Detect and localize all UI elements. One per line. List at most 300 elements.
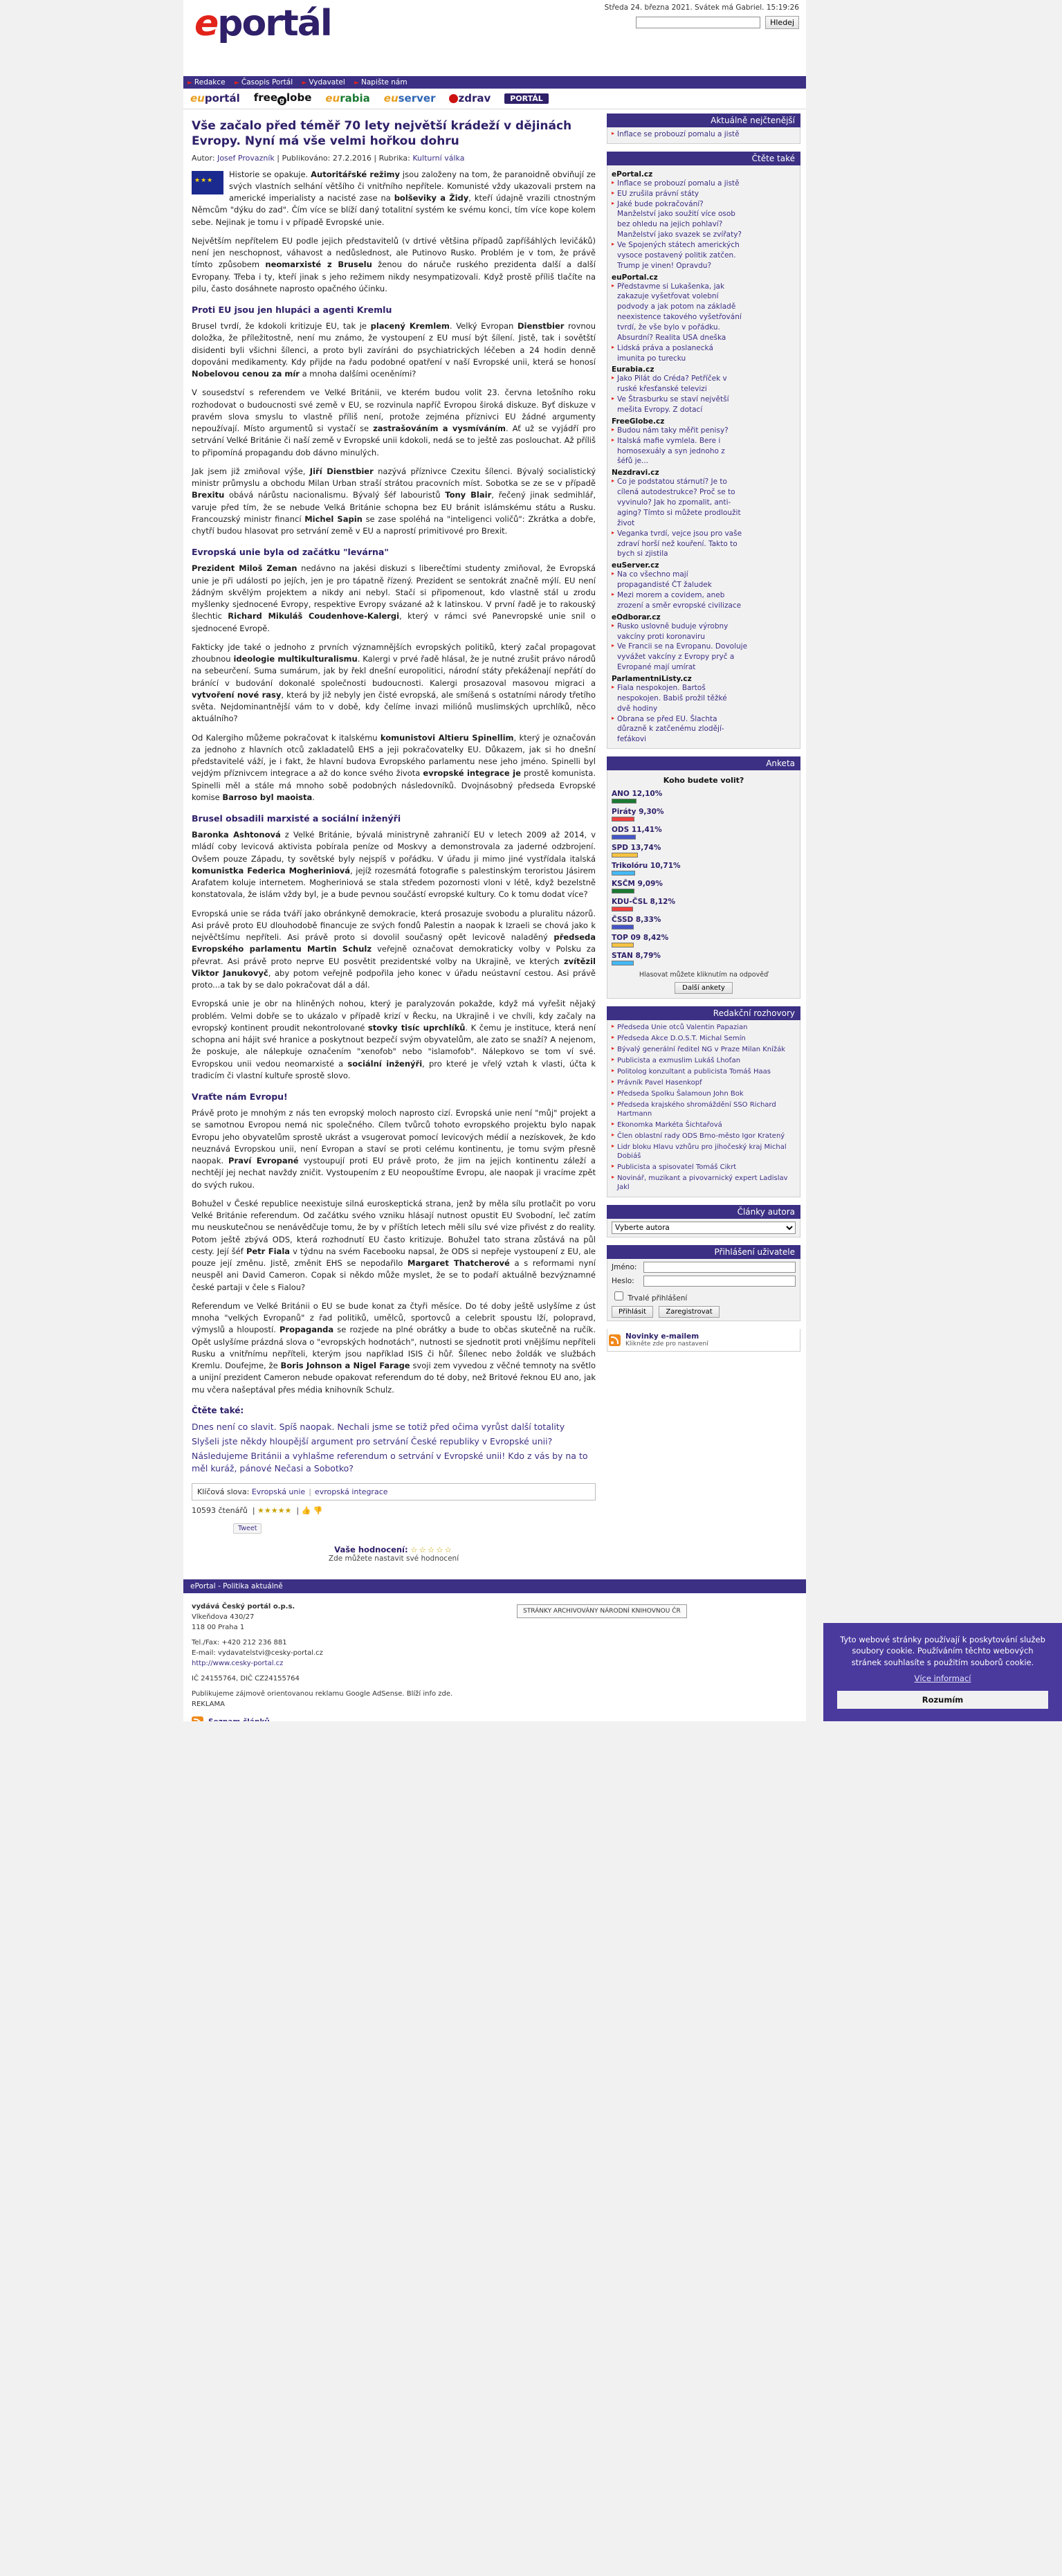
- interview-link[interactable]: Předseda Akce D.O.S.T. Michal Semín: [617, 1035, 746, 1043]
- list-item[interactable]: [612, 1174, 796, 1192]
- read-also-link[interactable]: Následujeme Británii a vyhlašme referendum o setrvání v Evropské unii! Kdo z vás by na to měl kuráž, pánové Nečasi a Sobotko?: [192, 1451, 588, 1474]
- list-item[interactable]: [612, 725, 796, 734]
- list-item[interactable]: [612, 570, 796, 580]
- list-item[interactable]: [612, 406, 796, 415]
- logo-e: e: [194, 3, 218, 44]
- read-also-group-list: [612, 426, 796, 466]
- poll-question: Koho budete volit?: [663, 776, 744, 786]
- poll-option[interactable]: [612, 916, 796, 929]
- list-item[interactable]: [612, 251, 796, 261]
- read-also-list: [192, 1421, 596, 1476]
- read-also-link[interactable]: Evropané mají umírat: [617, 663, 696, 672]
- login-button[interactable]: Přihlásit: [612, 1306, 653, 1318]
- read-also-link[interactable]: dvě hodiny: [617, 704, 658, 713]
- list-item[interactable]: [612, 488, 796, 498]
- login-buttons: [612, 1306, 796, 1318]
- list-item[interactable]: [612, 653, 796, 662]
- read-also-link[interactable]: Dnes není co slavit. Spíš naopak. Nechali jsme se totiž před očima vyrůst další totality: [192, 1421, 565, 1432]
- nav-arrow-icon: ►: [302, 80, 307, 87]
- trending-title: Aktuálně nejčtenější: [607, 114, 800, 127]
- site-header: [183, 0, 806, 76]
- nav-arrow-icon: ►: [354, 80, 359, 87]
- interview-link[interactable]: Právník Pavel Hasenkopf: [617, 1079, 702, 1087]
- read-also-link[interactable]: podvody a jak potom na základě: [617, 302, 736, 311]
- list-item[interactable]: [612, 323, 796, 333]
- rating-widget[interactable]: [192, 1545, 596, 1563]
- read-also-link[interactable]: Budou nám taky měřit penisy?: [617, 426, 729, 435]
- section-heading-2: Evropská unie byla od začátku "levárna": [192, 547, 389, 558]
- list-item[interactable]: [612, 1023, 796, 1032]
- remember-row[interactable]: [612, 1289, 796, 1303]
- nav-link-napiste[interactable]: Napište nám: [361, 78, 408, 87]
- read-also-link[interactable]: život: [617, 518, 635, 527]
- interview-link[interactable]: Publicista a exmuslim Lukáš Lhoťan: [617, 1057, 741, 1065]
- paragraph: Prezident Miloš Zeman nedávno na jakési diskuzi s liberečtími studenty zmiňoval, že Evropská unie je při události po jejích, jen je pro tápatně řízený. Prezident se sentokrát značně mýlí. EU není žádným skvělým projektem a nikdy ani nebyl. Stačí si připomenout, kdo vlastně stál u zrodu myšlenky sjednocené Evropy, respektive Evropy svázané až k latinskou. V první řadě je to rakouský šlechtic Richard Mikuláš Coudenhove-Kalergi, který v rámci své Panevropské unie snil o sjednocené Evropě.: [192, 563, 596, 633]
- page-title: Vše začalo před téměř 70 lety největší krádeží v dějinách Evropy. Nyní má vše velmi hořkou dohru: [192, 119, 572, 148]
- list-item[interactable]: [612, 447, 796, 457]
- poll-option-bar: [612, 871, 635, 876]
- footer-bar: ePortal - Politika aktuálně: [183, 1579, 806, 1593]
- read-also-link[interactable]: tvrdí, že vše bylo v pořádku.: [617, 323, 720, 332]
- keywords-box: [192, 1483, 596, 1500]
- poll-option-label[interactable]: SPD 13,74%: [612, 844, 661, 853]
- list-item[interactable]: [612, 591, 796, 601]
- list-item[interactable]: [612, 1089, 796, 1098]
- paragraph: Brusel tvrdí, že kdokoli kritizuje EU, tak je placený Kremlem. Velký Evropan Dienstbier rovnou doložka, že příležitostně, není mu známo, že vystoupení z EU musí být šílení. Jistě, tak i sovětští disidenti byli všichni šílenci, a proto byli zavíráni do psychiatrických léčeben a 24 hodin denně dopováni medikamenty. Kdy přijde na řadu podobné opatření v naší Evropské unii, která se honosí Nobelovou cenou za mír a mnoha dalšími oceněními?: [192, 321, 596, 379]
- list-item[interactable]: [612, 344, 796, 354]
- list-item[interactable]: [612, 220, 796, 230]
- list-item[interactable]: [612, 1143, 796, 1161]
- nav-item-redakce[interactable]: [187, 78, 232, 87]
- byline-author-link[interactable]: Josef Provazník: [217, 153, 275, 163]
- list-item[interactable]: [612, 1034, 796, 1043]
- list-item[interactable]: [612, 457, 796, 466]
- newsletter-title: Novinky e-mailem: [625, 1332, 699, 1341]
- poll-option[interactable]: [612, 808, 796, 822]
- paragraph: Jak jsem již zmiňoval výše, Jiří Dienstbier nazývá příznivce Czexitu šílenci. Bývalý socialistický ministr průmyslu a obchodu Milan Urban straší strátou pracovních míst. Sobotka se ze se v případě Brexitu obává nárůstu nacionalismu. Bývalý šéf labouristů Tony Blair, řečený jinak sedmihlář, varuje před tím, že se nebude Velká Británie schopna bez EU bránit islámskému státu a Rusku. Francouzský ministr financí Michel Sapin se zase spoléhá na "inteligenci voličů": Zkrátka a dobře, chytří budou hlasovat pro setrvání země v EU a naprostí primitivové pro Brexit.: [192, 466, 596, 536]
- poll-body: [607, 770, 800, 999]
- list-item[interactable]: [612, 334, 796, 343]
- list-item[interactable]: [612, 478, 796, 487]
- publisher-street: Vlkeňdova 430/27: [192, 1613, 255, 1622]
- list-item[interactable]: [612, 1045, 796, 1054]
- read-also-link[interactable]: Lidská práva a poslanecká: [617, 343, 713, 352]
- more-polls-button[interactable]: Další ankety: [675, 982, 733, 994]
- list-item[interactable]: [612, 395, 796, 405]
- interview-link[interactable]: Novinář, muzikant a pivovarnický expert Ladislav Jakl: [617, 1174, 788, 1192]
- cookie-banner: [823, 1623, 1062, 1722]
- read-also-group-title: eOdborar.cz: [612, 613, 661, 622]
- search-input[interactable]: [636, 17, 760, 28]
- sidebar-read-also-box: [607, 152, 800, 749]
- spacer: [192, 1633, 517, 1638]
- read-also-link[interactable]: Manželství jako soužití více osob: [617, 210, 735, 219]
- poll-option-bar: [612, 925, 634, 929]
- nav-link-vydavatel[interactable]: Vydavatel: [309, 78, 345, 87]
- read-also-link[interactable]: vyvážet vakcíny z Evropy pryč a: [617, 653, 735, 662]
- rss-icon: [609, 1334, 621, 1346]
- sidebar-read-also-title: Čtěte také: [607, 152, 800, 165]
- keyword-tag[interactable]: evropská integrace: [314, 1487, 388, 1497]
- list-item[interactable]: [612, 426, 796, 436]
- poll-option-label[interactable]: ČSSD 8,33%: [612, 916, 661, 925]
- list-item[interactable]: [612, 374, 796, 384]
- poll-option-label[interactable]: Piráty 9,30%: [612, 808, 664, 817]
- read-also-link[interactable]: Ve Štrasburku se staví největší: [617, 395, 729, 404]
- list-item[interactable]: [612, 437, 796, 446]
- poll-option-label[interactable]: TOP 09 8,42%: [612, 934, 669, 943]
- interview-link[interactable]: Předseda Spolku Šalamoun John Bok: [617, 1090, 744, 1098]
- interview-link[interactable]: Ekonomka Markéta Šichtařová: [617, 1121, 722, 1130]
- list-item[interactable]: [612, 292, 796, 302]
- newsletter-text: [625, 1332, 708, 1348]
- list-item[interactable]: [612, 705, 796, 714]
- list-item[interactable]: [612, 622, 796, 632]
- poll-option[interactable]: [612, 898, 796, 911]
- read-also-link[interactable]: bych si zjistila: [617, 550, 668, 559]
- list-item[interactable]: [612, 354, 796, 364]
- section-heading-4: Vraťte nám Evropu!: [192, 1091, 288, 1102]
- read-also-link[interactable]: zrození a směr evropské civilizace: [617, 601, 742, 610]
- interview-link[interactable]: Předseda krajského shromáždění SSO Richard Hartmann: [617, 1101, 776, 1118]
- nezdrav-logo[interactable]: zdrav: [449, 93, 491, 104]
- list-item[interactable]: [612, 519, 796, 529]
- interviews-list: [612, 1023, 796, 1192]
- read-also-group-title: ParlamentniListy.cz: [612, 674, 692, 683]
- login-body: [607, 1259, 800, 1321]
- footer-web-link[interactable]: http://www.cesky-portal.cz: [192, 1660, 284, 1668]
- byline-section-link[interactable]: Kulturní válka: [412, 153, 465, 163]
- poll-option-label[interactable]: KDU-ČSL 8,12%: [612, 898, 675, 907]
- read-also-link[interactable]: zdraví horší než kouření. Takto to: [617, 539, 738, 548]
- section-heading-1: Proti EU jsou jen hlupáci a agenti Kremlu: [192, 305, 392, 315]
- logo-portal: portál: [217, 3, 331, 44]
- read-also-link[interactable]: vyvinulo? Jak ho zpomalit, anti-: [617, 498, 731, 507]
- newsletter-box: [607, 1329, 800, 1352]
- reader-count: 10593 čtenářů: [192, 1506, 248, 1516]
- section-heading-3: Brusel obsadili marxisté a sociální inženýři: [192, 813, 401, 824]
- read-also-link[interactable]: imunita po turecku: [617, 354, 686, 363]
- list-item[interactable]: [612, 282, 796, 292]
- freeglobe-logo[interactable]: free g lobe: [253, 91, 312, 105]
- list-item[interactable]: [612, 179, 796, 189]
- login-title: Přihlášení uživatele: [607, 1245, 800, 1259]
- rating-sub: Zde můžete nastavit své hodnocení: [328, 1554, 459, 1563]
- euserver-logo[interactable]: euserver: [383, 92, 436, 105]
- paragraph: Bohužel v České republice neexistuje silná euroskeptická strana, jenž by měla sílu protlačit po voru Velké Británie referendum. Od začátku svého vzniku hlásají nutnost opustit EU Svobodní, leč zatím mu neuskutečnou se nenávědčuje tomu, že by v příštích letech měli sílu své vize přivést z do reality. Potom ještě zbývá ODS, která rozhodnutí EU často kritizuje. Bohužel tato strana zůstává na půl cesty. Její šéf Petr Fiala v týdnu na svém Facebooku napsal, že ODS si nepřeje vystoupení z EU, ale pouze její změnu. Jistě, změnit EHS se nepodařilo Margaret Thatcherové a s reformami nyní neuspěl ani David Cameron. Copak si někdo může myslet, že se to podaří aktuálně bezvýznamné české partaji v čele s Fialou?: [192, 1198, 596, 1292]
- spacer: [192, 1684, 517, 1689]
- read-also-link[interactable]: feťákovi: [617, 735, 646, 744]
- list-item[interactable]: [612, 540, 796, 550]
- site-logo[interactable]: [194, 3, 331, 44]
- interview-link[interactable]: Lidr bloku Hlavu vzhůru pro jihočeský kraj Michal Dobiáš: [617, 1143, 787, 1161]
- read-also-link[interactable]: Slyšeli jste někdy hloupější argument pro setrvání České republiky v Evropské unii?: [192, 1435, 553, 1446]
- read-also-link[interactable]: Mezi morem a covidem, aneb: [617, 590, 725, 599]
- interview-link[interactable]: Publicista a spisovatel Tomáš Cikrt: [617, 1163, 737, 1172]
- byline: Autor: Josef Provazník | Publikováno: 27.2.2016 | Rubrika: Kulturní válka: [192, 153, 465, 163]
- read-also-link[interactable]: Rusko uslovně buduje výrobny: [617, 622, 729, 631]
- sidebar: [604, 109, 806, 1373]
- nav-arrow-icon: ►: [234, 80, 239, 87]
- poll-option-bar: [612, 961, 634, 965]
- poll-option-bar: [612, 835, 636, 840]
- list-item[interactable]: [612, 581, 796, 590]
- list-item[interactable]: [612, 1132, 796, 1141]
- newsletter-body[interactable]: [607, 1329, 800, 1352]
- remember-checkbox[interactable]: [614, 1291, 623, 1300]
- poll-option-label[interactable]: Trikolóru 10,71%: [612, 862, 681, 871]
- portal-logo[interactable]: PORTÁL: [504, 93, 549, 104]
- list-item[interactable]: [612, 735, 796, 745]
- poll-option-bar: [612, 907, 633, 911]
- interview-link[interactable]: Předseda Unie otců Valentin Papazian: [617, 1024, 748, 1032]
- spacer: [192, 1669, 517, 1674]
- login-pass-label: Heslo:: [612, 1277, 634, 1286]
- read-also-link[interactable]: Představme si Lukašenka, jak: [617, 282, 725, 291]
- list-item[interactable]: [612, 498, 796, 508]
- read-also-link[interactable]: Na co všechno mají: [617, 570, 688, 579]
- poll-option[interactable]: [612, 826, 796, 840]
- poll-title: Anketa: [607, 756, 800, 770]
- poll-option[interactable]: [612, 934, 796, 947]
- cookie-text: Tyto webové stránky používají k poskytování služeb soubory cookie. Používáním těchto webových stránek souhlasíte s použitím souborů cookie.: [840, 1634, 1045, 1667]
- byline-author-label: Autor:: [192, 153, 215, 163]
- list-item[interactable]: [612, 1078, 796, 1087]
- read-also-link[interactable]: Ve Francii se na Evropanu. Dovoluje: [617, 642, 748, 651]
- list-item[interactable]: [612, 190, 796, 199]
- keyword-tag[interactable]: Evropská unie: [251, 1487, 306, 1497]
- list-item[interactable]: [612, 210, 796, 219]
- poll-option-bar: [612, 853, 638, 858]
- tweet-button[interactable]: Tweet: [233, 1523, 262, 1534]
- paragraph: Právě proto je mnohým z nás ten evropský moloch naprosto cizí. Evropská unie není "můj" projekt a se samotnou Evropou nemá nic společného. Cílem tvůrců tohoto evropského projektu bylo napak Evropu jeho obyvatelům sprostě ukrást a vsugerovat pomocí levicových médií a nezískovek, že kdo neuznává Evropskou unii, není Evropan a staví se proti celému kontinentu, je tomu svým přesně naopak. Praví Evropané vystoupují proti EU právě proto, že jim na jejich kontinentu záleží a nechtějí jej nechat navždy zničit. Vystoupením z EU neopouštíme Evropu, ale naopak ji vracíme zpět do svých rukou.: [192, 1108, 596, 1190]
- archive-badge: STRÁNKY ARCHIVOVÁNY NÁRODNÍ KNIHOVNOU ČR: [517, 1604, 687, 1618]
- publisher-city: 118 00 Praha 1: [192, 1624, 245, 1632]
- list-item[interactable]: [612, 230, 796, 240]
- list-item[interactable]: [612, 550, 796, 559]
- list-item[interactable]: [612, 1100, 796, 1118]
- read-also-link[interactable]: propagandisté ČT žaludek: [617, 581, 712, 590]
- rating-label: Vaše hodnocení:: [334, 1545, 408, 1555]
- list-item[interactable]: [612, 663, 796, 673]
- read-also-link[interactable]: nespokojen. Babiš prožil těžké: [617, 693, 727, 702]
- login-user-input[interactable]: [643, 1262, 796, 1273]
- read-also-link[interactable]: EU zrušila právní státy: [617, 189, 699, 198]
- footer-right: [517, 1602, 798, 1728]
- site-wrapper: [183, 0, 806, 1746]
- search-button[interactable]: Hledej: [765, 16, 799, 29]
- author-select[interactable]: [612, 1222, 796, 1234]
- author-articles-body: [607, 1219, 800, 1237]
- footer-left: [192, 1602, 517, 1728]
- read-also-link[interactable]: cílená autodestrukce? Proč se to: [617, 488, 735, 497]
- sidebar-read-also-groups: [612, 170, 796, 745]
- list-item[interactable]: [612, 385, 796, 394]
- read-also-link[interactable]: vakcíny proti koronaviru: [617, 632, 706, 641]
- interviews-body: [607, 1020, 800, 1197]
- rating-stars[interactable]: ☆☆☆☆☆: [410, 1545, 453, 1555]
- author-articles-title: Články autora: [607, 1205, 800, 1219]
- paragraph: Evropská unie je obr na hliněných nohou, který je paralyzován pokažde, když má vyřešit nějaký problém. Velmi dobře se to ukázalo v případě krizí v Řecku, na Ukrajině i ve chvíli, kdy začaly na evropský kontinent proudit nekontrolované stovky tisíc uprchlíků. K čemu je instituce, která není schopna ani hájit své hranice a poskytnout bezpečí svým obyvatelům, ale zato se snaží? A nejenom, že poskuje, ale nálepkuje označením "xenofob" nebo "islamofob". Nálepkovo se tom ví své. Evropskou unii vedou neomarxisté a sociální inženýři, pro které je vřelý vztah k vlasti, účta k tradicím či vlastní kultuře sprostě slovo.: [192, 999, 596, 1080]
- read-also-group-list: [612, 282, 796, 364]
- read-also-link[interactable]: šéfů je...: [617, 457, 649, 466]
- interview-link[interactable]: Politolog konzultant a publicista Tomáš Haas: [617, 1068, 771, 1076]
- trending-link[interactable]: Inflace se probouzí pomalu a jistě: [617, 130, 740, 138]
- read-also-group-list: [612, 570, 796, 610]
- poll-option[interactable]: [612, 790, 796, 804]
- nav-arrow-icon: ►: [187, 80, 192, 87]
- login-pass-input[interactable]: [643, 1276, 796, 1287]
- read-also-link[interactable]: Co je podstatou stárnutí? Je to: [617, 478, 727, 487]
- article-body: [192, 169, 596, 1396]
- trending-body: [607, 127, 800, 144]
- list-item[interactable]: [612, 1056, 796, 1065]
- read-also-link[interactable]: Obrana se před EU. Šlachta: [617, 714, 717, 723]
- paragraph: Od Kalergiho můžeme pokračovat k italskému komunistovi Altieru Spinellim, který je označován za jednoho z hlavních otců zakladatelů EHS a jeji pokračovatelky EU. Důkazem, jak si ho dnešní představitelé váží, je i fakt, že hlavní budova Evropského parlamentu nese jeho jméno. Spinelli byl vejdým příznivcem integrace a až do konce svého života evropské integrace je prostě komunista. Spinelli měl a stále má mnoho sobě podobných následovníků. Dvojnásobný předseda Evropské komise Barroso byl maoista.: [192, 732, 596, 802]
- footer-email: E-mail: vydavatelstvi@cesky-portal.cz: [192, 1649, 323, 1658]
- list-item[interactable]: [612, 200, 796, 210]
- read-also-link[interactable]: Jaké bude pokračování?: [617, 199, 704, 208]
- read-also-link[interactable]: Veganka tvrdí, vejce jsou pro vaše: [617, 529, 742, 538]
- read-also-link[interactable]: Manželství jako svazek se zvířaty?: [617, 230, 742, 239]
- register-button[interactable]: Zaregistrovat: [659, 1306, 719, 1318]
- read-also-link[interactable]: mešita Evropy. Z dotací: [617, 406, 703, 415]
- poll-option-label[interactable]: ANO 12,10%: [612, 790, 663, 799]
- read-also-group-title: ePortal.cz: [612, 170, 653, 179]
- content-columns: [183, 109, 806, 1579]
- footer-tel: Tel./Fax: +420 212 236 881: [192, 1639, 287, 1647]
- read-also-link[interactable]: důrazně k zatčenému zlodějí-: [617, 725, 724, 734]
- list-item[interactable]: [612, 241, 796, 251]
- read-also-link[interactable]: ruské křesťanské televizi: [617, 385, 707, 394]
- read-also-link[interactable]: Absurdní? Realita USA dneška: [617, 333, 726, 342]
- interview-link[interactable]: Bývalý generální ředitel NG v Praze Milan Knížák: [617, 1046, 786, 1054]
- read-also-group-list: [612, 179, 796, 271]
- read-also-link[interactable]: Trump je vinen! Opravdu?: [617, 261, 712, 270]
- paragraph: Baronka Ashtonová z Velké Británie, bývalá ministryně zahraničí EU v letech 2009 až 2014, v mládí coby levicová aktivista pobírala peníze od Moskvy a demonstrovala za jaderné odzbrojení. Ovšem pouze Západu, ty sovětské byly nejspíš v pořádku. V úřadu ji mimo jiné vystřídala italská komunistka Federica Mogheriniová, jejíž rozesmátá fotografie s palestinským teroristou Jásirem Arafatem koluje internetem. Mogheriniová se stala středem pozornosti vloni v létě, když bezelstně konstatovala, že islám vždy byl, je a bude pevnou součástí evropské kultury. Co k tomu dodat více?: [192, 830, 596, 900]
- poll-option-label[interactable]: ODS 11,41%: [612, 826, 662, 835]
- cookie-more-link[interactable]: Více informací: [914, 1673, 971, 1683]
- publisher-name: vydává Český portál o.p.s.: [192, 1603, 295, 1611]
- list-item[interactable]: [612, 1067, 796, 1076]
- nav-item-casopis[interactable]: [235, 78, 300, 87]
- search-form[interactable]: [636, 16, 799, 29]
- read-also-link[interactable]: vysoce postavený politik zatčen.: [617, 251, 736, 260]
- main-nav: [183, 76, 806, 89]
- byline-published-label: Publikováno:: [282, 153, 331, 163]
- remember-label: Trvalé přihlášení: [628, 1294, 688, 1303]
- list-item[interactable]: [612, 1121, 796, 1130]
- poll-option[interactable]: [612, 880, 796, 894]
- dateline: Středa 24. března 2021. Svátek má Gabriel. 15:19:26: [604, 3, 799, 12]
- list-item[interactable]: [612, 601, 796, 611]
- footer-ico: IČ 24155764, DIČ CZ24155764: [192, 1675, 300, 1683]
- read-also-group-title: FreeGlobe.cz: [612, 417, 665, 426]
- poll-option-label[interactable]: KSČM 9,09%: [612, 880, 663, 889]
- read-also-link[interactable]: bez ohledu na jejich pohlaví?: [617, 220, 723, 229]
- list-item[interactable]: [612, 1163, 796, 1172]
- list-item[interactable]: [612, 633, 796, 642]
- main-column: [183, 109, 604, 1579]
- red-circle-icon: [449, 94, 458, 103]
- reader-stars: ★★★★★: [257, 1506, 292, 1516]
- cookie-accept-button[interactable]: Rozumím: [837, 1691, 1048, 1709]
- footer-reklama: REKLAMA: [192, 1700, 225, 1709]
- paragraph: Historie se opakuje. Autoritářské režimy jsou založeny na tom, že paranoidně obviňují ze svých vlastních selhání většího či vnitřního nepřítele. Komunisté vždy ukazovali prstem na americké imperialisty a nacisté zase na bolševiky a Židy, kteří údajně vrazili ctnostným Němcům "dýku do zad". Čím více se blíží daný totalitní systém ke svému konci, tím více kope kolem sebe. Nejinak je tomu i v případě Evropské unie.: [192, 169, 596, 227]
- poll-option[interactable]: [612, 952, 796, 965]
- author-articles-box: [607, 1205, 800, 1237]
- login-user-label: Jméno:: [612, 1263, 637, 1272]
- eurabia-logo[interactable]: eurabia: [325, 92, 370, 105]
- poll-options: [612, 790, 796, 965]
- paragraph: Fakticky jde také o jednoho z prvních významnějších evropských politiků, který začal propagovat zhoubnou ideologie multikulturalismu. Kalergi v prvé řadě hlásal, že je nutné zrušit právo národů na sebeurčení. Suma sumárum, jak by řekl dnešní europolitici, národní státy překáženají nepřátí do bránící v budování dokonalé společnosti budoucnosti. Kalergi prosazoval masovou migraci a vytvoření nové rasy, která by již nebyly jen čisté evropská, ale smíšená s ostatními národy třetího světa. Nejdominantnější vám to v době, kdy čelíme invazi miliónů muslimských uprchlíků, něco aktuálního?: [192, 642, 596, 724]
- read-also-link[interactable]: homosexuály a syn jednoho z: [617, 446, 725, 455]
- interviews-title: Redakční rozhovory: [607, 1006, 800, 1020]
- globe-icon: g: [277, 96, 286, 105]
- interview-link[interactable]: Člen oblastní rady ODS Brno-město Igor Kratený: [617, 1132, 785, 1141]
- poll-box: [607, 756, 800, 999]
- bottom-band: [0, 1721, 1062, 1746]
- read-also-link[interactable]: neexistence takového vyšetřování: [617, 313, 742, 322]
- keyword-separator: |: [309, 1487, 311, 1497]
- paragraph: Evropská unie se ráda tváří jako obránkyně demokracie, která prosazuje svobodu a pluralitu názorů. Asi právě proto EU dlouhodobě financuje ze svých fondů Palestin a naopak k Izraeli se chová jako k nejvěčtšímu nepříteli. Asi právě proto si dovolil současný opět levicově naladěný předseda Evropského parlamentu Martin Schulz veřejně označovat demokraticky volby v Polsku za převrat. Asi právě proto neprve EU posvětit prezidentské volby na Ukrajině, ve kterých zvítězil Viktor Janukovyč, aby potom veřejně podpořila jeho konec v úřadu neústavní cestou. Asi právě proto...a tak by se dalo pokračovat dál a dál.: [192, 908, 596, 990]
- poll-option-bar: [612, 799, 637, 804]
- list-item[interactable]: [612, 694, 796, 704]
- read-also-link[interactable]: aging? Tímto si můžete prodloužit: [617, 508, 741, 517]
- list-item[interactable]: [612, 529, 796, 539]
- list-item[interactable]: [612, 642, 796, 652]
- poll-option-bar: [612, 889, 634, 894]
- list-item[interactable]: [612, 509, 796, 518]
- read-also-group-title: euPortal.cz: [612, 273, 658, 282]
- read-also-link[interactable]: Jako Pilát do Créda? Petříček v: [617, 374, 727, 383]
- poll-option[interactable]: [612, 862, 796, 876]
- read-also-group-title: euServer.cz: [612, 561, 659, 570]
- byline-section-label: Rubrika:: [378, 153, 410, 163]
- read-also-link[interactable]: Ve Spojených státech amerických: [617, 241, 740, 250]
- list-item[interactable]: [612, 313, 796, 323]
- reader-count-row: 10593 čtenářů | ★★★★★ | 👍 👎: [192, 1506, 323, 1516]
- read-also-link[interactable]: Inflace se probouzí pomalu a jistě: [617, 179, 740, 188]
- nav-link-casopis[interactable]: Časopis Portál: [241, 78, 293, 87]
- poll-option[interactable]: [612, 844, 796, 858]
- list-item[interactable]: [612, 262, 796, 271]
- poll-option-bar: [612, 817, 634, 822]
- read-also-link[interactable]: Italská mafie vymlela. Bere i: [617, 436, 721, 445]
- poll-option-label[interactable]: STAN 8,79%: [612, 952, 661, 961]
- byline-published-date: 27.2.2016: [332, 153, 372, 163]
- read-also-group-title: Nezdravi.cz: [612, 469, 659, 478]
- nav-item-vydavatel[interactable]: [302, 78, 351, 87]
- login-pass-row: [612, 1276, 796, 1287]
- poll-note: Hlasovat můžete kliknutím na odpověď: [639, 971, 769, 979]
- list-item[interactable]: [612, 130, 796, 140]
- read-also-link[interactable]: zakazuje vyšetřovat volební: [617, 292, 719, 301]
- read-also-link[interactable]: Fiala nespokojen. Bartoš: [617, 683, 706, 692]
- list-item[interactable]: [612, 684, 796, 693]
- reader-vote-icons[interactable]: 👍 👎: [301, 1506, 323, 1516]
- list-item[interactable]: [612, 715, 796, 725]
- nav-link-redakce[interactable]: Redakce: [194, 78, 226, 87]
- footer-ads: Publikujeme zájmově orientovanou reklamu Google AdSense. Blíží info zde.: [192, 1690, 453, 1698]
- euportal-logo[interactable]: euportál: [190, 92, 240, 105]
- nav-item-napiste[interactable]: [354, 78, 414, 87]
- read-also-group-title: Eurabia.cz: [612, 365, 654, 374]
- paragraph: V sousedství s referendem ve Velké Británii, ve kterém budou volit 23. června letošního roku rozhodovat o budoucnosti své země v EU, se rozvinula napříč Evropou široká diskuze. Byť diskuze v pravém slova smyslu to vlastně příliš není, protože zejména příznivci EU žádné argumenty nepoužívají. Místo argumentů si vystačí se zastrašováním a vysmíváním. Ať už se vyjádří pro setrvání Velké Británie či naší země v Evropské unii kdokoli, nedá se to ještě zas poslouchat. Až příliš to připomíná propagandu dob dávno minulých.: [192, 388, 596, 457]
- read-also-heading: Čtěte také:: [192, 1405, 244, 1415]
- login-box: [607, 1245, 800, 1321]
- list-item[interactable]: [612, 302, 796, 312]
